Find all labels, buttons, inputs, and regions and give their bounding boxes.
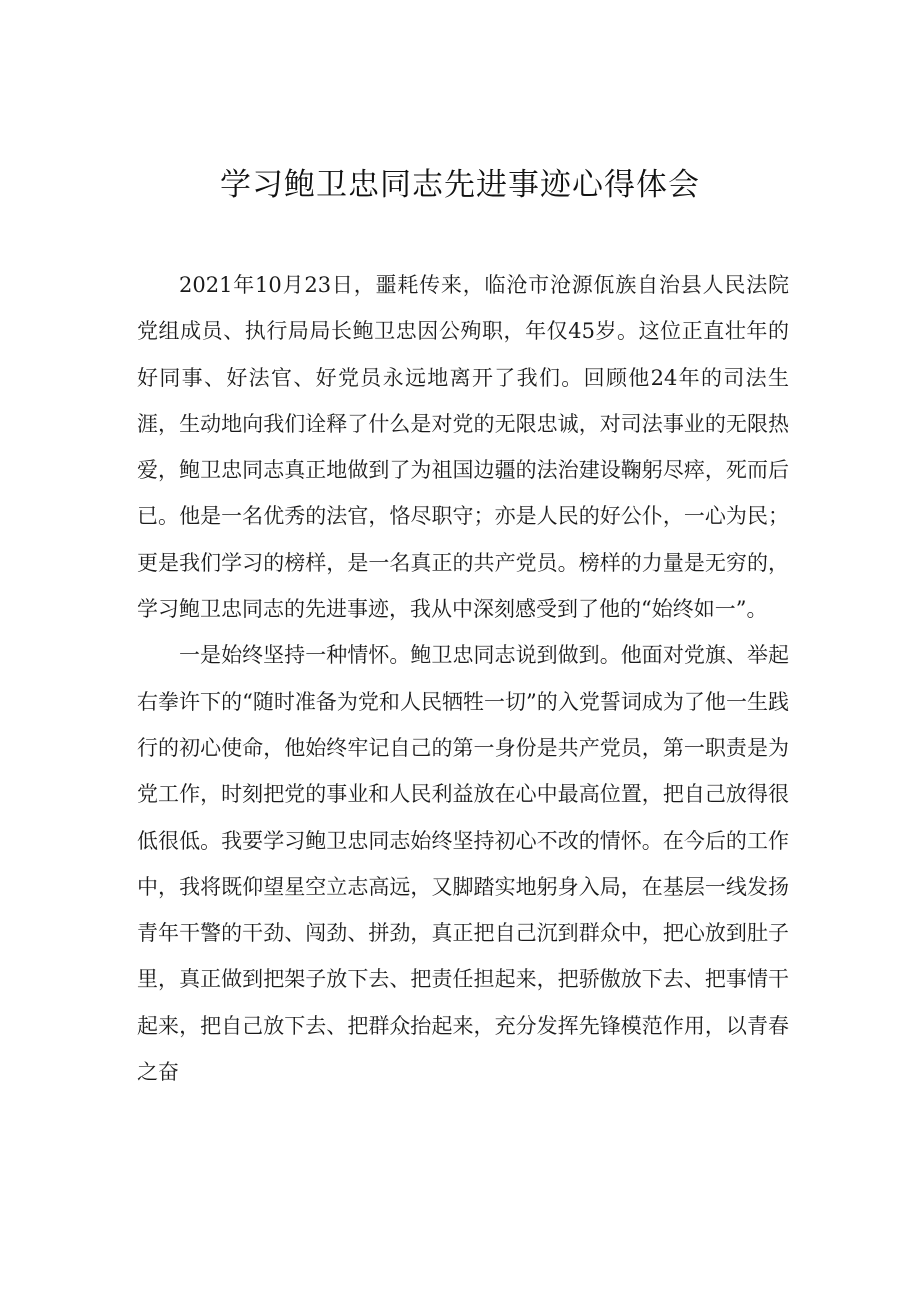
paragraph-1: 2021年10月23日，噩耗传来，临沧市沧源佤族自治县人民法院党组成员、执行局局长鲍卫忠因公殉职，年仅45岁。这位正直壮年的好同事、好法官、好党员永远地离开了我们。回顾他24年的司法生涯，生动地向我们诠释了什么是对党的无限忠诚，对司法事业的无限热爱，鲍卫忠同志真正地做到了为祖国边疆的法治建设鞠躬尽瘁，死而后已。他是一名优秀的法官，恪尽职守；亦是人民的好公仆，一心为民；更是我们学习的榜样，是一名真正的共产党员。榜样的力量是无穷的，学习鲍卫忠同志的先进事迹，我从中深刻感受到了他的“始终如一”。 [137, 273, 789, 622]
paragraph-2: 一是始终坚持一种情怀。鲍卫忠同志说到做到。他面对党旗、举起右拳许下的“随时准备为党和人民牺牲一切”的入党誓词成为了他一生践行的初心使命，他始终牢记自己的第一身份是共产党员，第一职责是为党工作，时刻把党的事业和人民利益放在心中最高位置，把自己放得很低很低。我要学习鲍卫忠同志始终坚持初心不改的情怀。在今后的工作中，我将既仰望星空立志高远，又脚踏实地躬身入局，在基层一线发扬青年干警的干劲、闯劲、拼劲，真正把自己沉到群众中，把心放到肚子里，真正做到把架子放下去、把责任担起来，把骄傲放下去、把事情干起来，把自己放下去、把群众抬起来，充分发挥先锋模范作用，以青春之奋 [137, 643, 789, 1085]
document-body [137, 262, 789, 1095]
document-title: 学习鲍卫忠同志先进事迹心得体会 [220, 167, 700, 203]
